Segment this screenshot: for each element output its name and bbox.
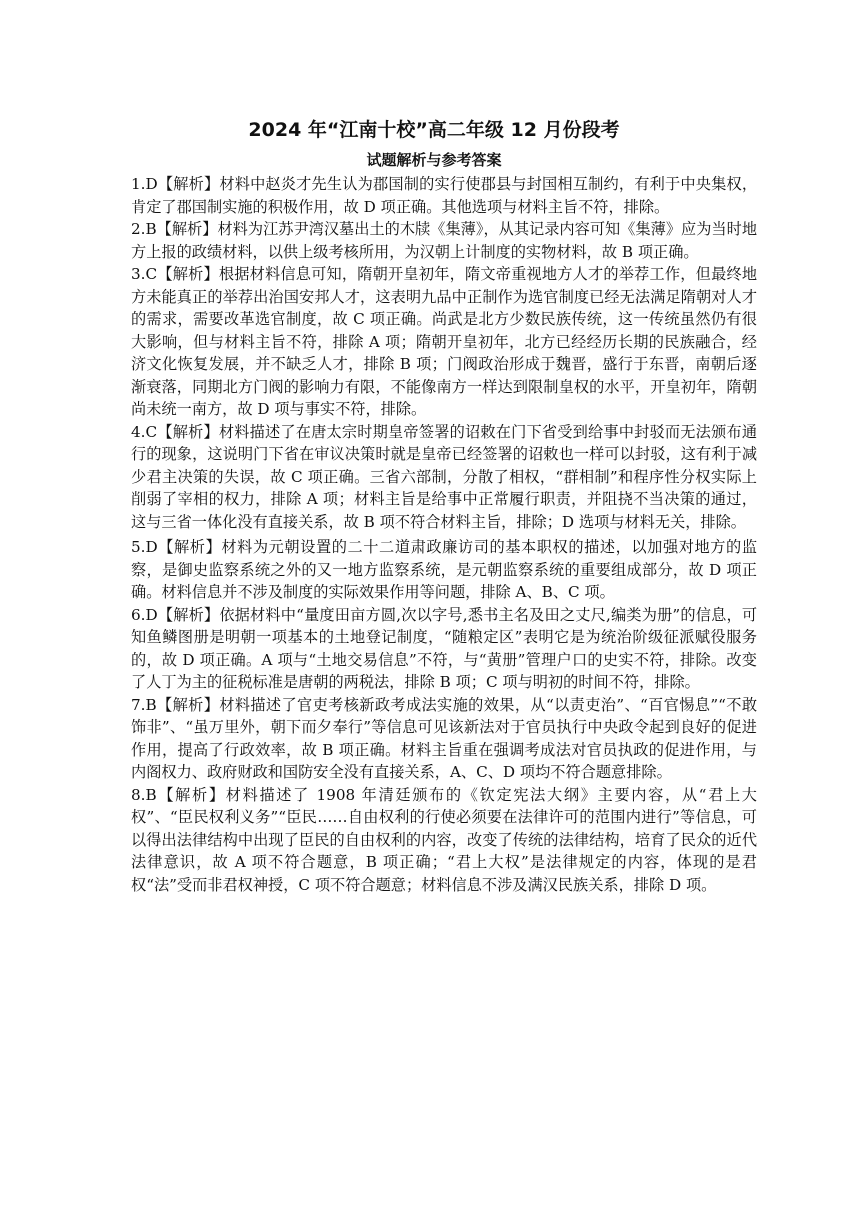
answer-text: 材料中赵炎才先生认为郡国制的实行使郡县与封国相互制约，有利于中央集权，肯定了郡国制实施的积极作用，故 D 项正确。其他选项与材料主旨不符，排除。 xyxy=(131,175,758,216)
answer-text: 材料为元朝设置的二十二道肃政廉访司的基本职权的描述，以加强对地方的监察，是御史监察系统之外的又一地方监察系统，是元朝监察系统的重要组成部分，故 D 项正确。材料信息并不涉及制度的实际效果作用等问题，排除 A、B、C 项。 xyxy=(131,538,758,601)
answer-number: 8.B xyxy=(131,785,157,804)
answer-item-7 xyxy=(131,694,757,784)
answer-item-4 xyxy=(131,421,757,534)
answer-text: 材料描述了 1908 年清廷颁布的《钦定宪法大纲》主要内容，从“君上大权”、“臣民权利义务”“臣民……自由权利的行使必须要在法律许可的范围内进行”等信息，可以得出法律结构中出现了臣民的自由权利的内容，改变了传统的法律结构，培育了民众的近代法律意识，故 A 项不符合题意，B 项正确；“君上大权”是法律规定的内容，体现的是君权“法”受而非君权神授，C 项不符合题意；材料信息不涉及满汉民族关系，排除 D 项。 xyxy=(131,785,757,894)
answer-number: 1.D xyxy=(131,175,158,193)
answer-item-2 xyxy=(131,218,757,263)
answer-item-1 xyxy=(131,173,757,218)
answer-number: 5.D xyxy=(131,538,158,556)
answer-number: 4.C xyxy=(131,422,158,441)
answer-item-5 xyxy=(131,536,757,604)
analysis-tag: 【解析】 xyxy=(157,538,222,556)
answer-number: 6.D xyxy=(131,605,158,624)
answer-item-3 xyxy=(131,263,757,421)
analysis-tag: 【解析】 xyxy=(157,422,219,441)
answer-list xyxy=(131,173,757,896)
answer-text: 材料描述了在唐太宗时期皇帝签署的诏敕在门下省受到给事中封驳而无法颁布通行的现象，这说明门下省在审议决策时就是皇帝已经签署的诏敕也一样可以封驳，这有利于减少君主决策的失误，故 C 项正确。三省六部制，分散了相权，“群相制”和程序性分权实际上削弱了宰相的权力，排除 A 项；材料主旨是给事中正常履行职责，并阻挠不当决策的通过，这与三省一体化没有直接关系，故 B 项不符合材料主旨，排除；D 选项与材料无关，排除。 xyxy=(131,422,758,531)
answer-text: 依据材料中“量度田亩方圆,次以字号,悉书主名及田之丈尺,编类为册”的信息，可知鱼鳞图册是明朝一项基本的土地登记制度，“随粮定区”表明它是为统治阶级征派赋役服务的，故 D 项正确。A 项与“土地交易信息”不符，与“黄册”管理户口的史实不符，排除。改变了人丁为主的征税标准是唐朝的两税法，排除 B 项；C 项与明初的时间不符，排除。 xyxy=(131,605,758,691)
analysis-tag: 【解析】 xyxy=(156,785,226,804)
answer-text: 材料描述了官吏考核新政考成法实施的效果，从“以责吏治”、“百官惕息”“不敢饰非”、“虽万里外，朝下而夕奉行”等信息可见该新法对于官员执行中央政令起到良好的促进作用，提高了行政效率，故 B 项正确。材料主旨重在强调考成法对官员执政的促进作用，与内阁权力、政府财政和国防安全没有直接关系，A、C、D 项均不符合题意排除。 xyxy=(131,695,758,781)
analysis-tag: 【解析】 xyxy=(156,695,220,714)
answer-item-8 xyxy=(131,784,757,897)
answer-item-6 xyxy=(131,604,757,694)
answer-number: 3.C xyxy=(131,265,158,283)
analysis-tag: 【解析】 xyxy=(157,605,220,624)
answer-text: 根据材料信息可知，隋朝开皇初年，隋文帝重视地方人才的举荐工作，但最终地方未能真正的举荐出治国安邦人才，这表明九品中正制作为选官制度已经无法满足隋朝对人才的需求，需要改革选官制度，故 C 项正确。尚武是北方少数民族传统，这一传统虽然仍有很大影响，但与材料主旨不符，排除 A 项；隋朝开皇初年，北方已经经历长期的民族融合，经济文化恢复发展，并不缺乏人才，排除 B 项；门阀政治形成于魏晋，盛行于东晋，南朝后逐渐衰落，同期北方门阀的影响力有限，不能像南方一样达到限制皇权的水平，开皇初年，隋朝尚未统一南方，故 D 项与事实不符，排除。 xyxy=(131,265,758,418)
answer-number: 2.B xyxy=(131,220,157,238)
analysis-tag: 【解析】 xyxy=(156,220,218,238)
answer-number: 7.B xyxy=(131,695,157,714)
analysis-tag: 【解析】 xyxy=(157,175,220,193)
answer-text: 材料为江苏尹湾汉墓出土的木牍《集薄》，从其记录内容可知《集薄》应为当时地方上报的政绩材料，以供上级考核所用，为汉朝上计制度的实物材料，故 B 项正确。 xyxy=(131,220,758,261)
document-title: 2024 年“江南十校”高二年级 12 月份段考 xyxy=(248,119,620,141)
document-subtitle: 试题解析与参考答案 xyxy=(366,151,502,169)
analysis-tag: 【解析】 xyxy=(157,265,219,283)
